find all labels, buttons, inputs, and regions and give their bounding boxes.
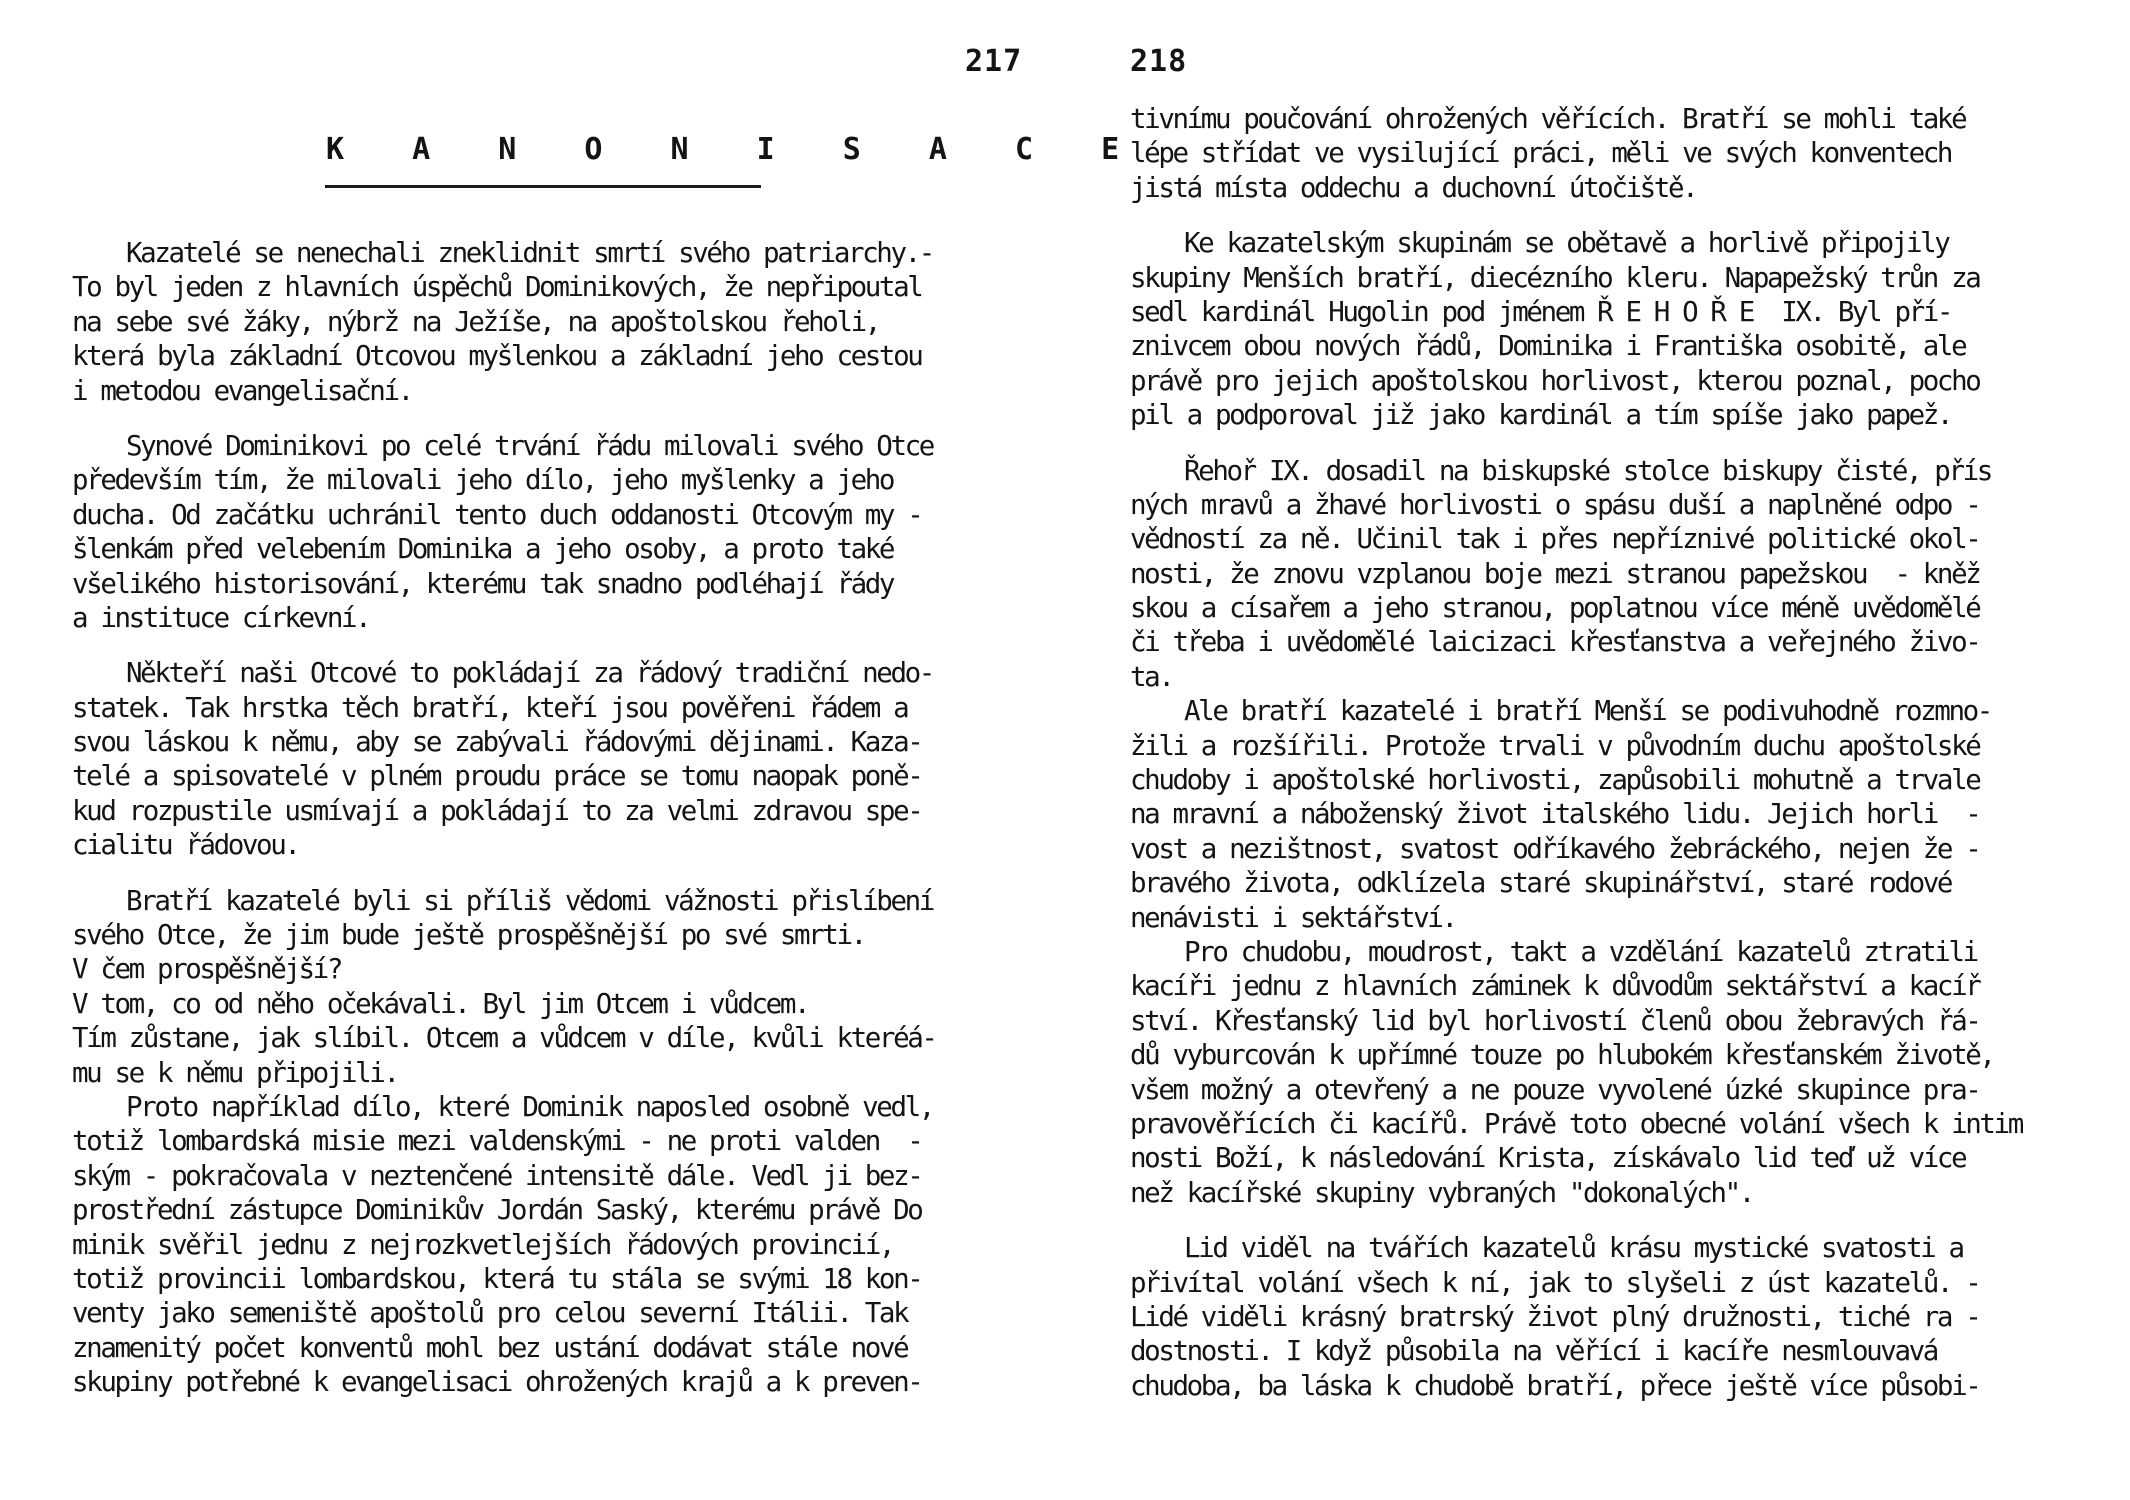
text-line: Tím zůstane, jak slíbil. Otcem a vůdcem v díle, kvůli kteréá- xyxy=(72,1022,936,1055)
text-line: chudoby i apoštolské horlivosti, zapůsobili mohutně a trvale xyxy=(1130,764,1980,797)
text-line: skou a císařem a jeho stranou, poplatnou více méně uvědomělé xyxy=(1130,592,1980,625)
text-line: či třeba i uvědomělé laicizaci křesťanstva a veřejného živo- xyxy=(1130,626,1980,659)
text-line: na mravní a náboženský život italského lidu. Jejich horli - xyxy=(1130,798,1980,831)
text-line: Ale bratří kazatelé i bratří Menší se podivuhodně rozmno- xyxy=(1184,695,1991,728)
text-line: bravého života, odklízela staré skupinářství, staré rodové xyxy=(1130,867,1952,900)
text-line: Pro chudobu, moudrost, takt a vzdělání kazatelů ztratili xyxy=(1184,935,1977,968)
text-line: Synové Dominikovi po celé trvání řádu milovali svého Otce xyxy=(126,429,933,462)
text-line: sedl kardinál Hugolin pod jménem Ř E H O Ř E IX. Byl pří- xyxy=(1130,295,1952,328)
text-line: totiž lombardská misie mezi valdenskými - ne proti valden - xyxy=(72,1125,922,1158)
text-line: žili a rozšířili. Protože trvali v původním duchu apoštolské xyxy=(1130,729,1980,762)
text-line: nenávisti i sektářství. xyxy=(1130,901,1456,934)
text-line: znivcem obou nových řádů, Dominika i Františka osobitě, ale xyxy=(1130,330,1966,363)
text-line: tivnímu poučování ohrožených věřících. Bratří se mohli také xyxy=(1130,103,1966,135)
paragraph-gap xyxy=(72,635,1022,656)
text-line: Ke kazatelským skupinám se obětavě a horlivě připojily xyxy=(1184,227,1949,260)
text-line: ským - pokračovala v neztenčené intensitě dále. Vedl ji bez- xyxy=(72,1159,922,1192)
text-line: V tom, co od něho očekávali. Byl jim Otcem i vůdcem. xyxy=(72,987,809,1020)
left-page-text xyxy=(72,236,1022,1400)
page-number-left: 217 xyxy=(965,44,1023,79)
text-line: Proto například dílo, které Dominik naposled osobně vedl, xyxy=(126,1090,933,1123)
text-line: a instituce církevní. xyxy=(72,601,370,634)
text-line: vost a nezištnost, svatost odříkavého žebráckého, nejen že - xyxy=(1130,832,1980,865)
text-line: chudoba, ba láska k chudobě bratří, přece ještě více působi- xyxy=(1130,1369,1980,1402)
text-line: znamenitý počet konventů mohl bez ustání dodávat stále nové xyxy=(72,1331,908,1364)
text-line: mu se k němu připojili. xyxy=(72,1056,398,1089)
text-line: telé a spisovatelé v plném proudu práce se tomu naopak poně- xyxy=(72,760,922,793)
text-line: která byla základní Otcovou myšlenkou a základní jeho cestou xyxy=(72,340,922,373)
text-line: Někteří naši Otcové to pokládají za řádový tradiční nedo- xyxy=(126,657,933,690)
text-line: Lid viděl na tvářích kazatelů krásu mystické svatosti a xyxy=(1184,1232,1963,1265)
chapter-title: K A N O N I S A C E xyxy=(326,132,1145,167)
text-line: ta. xyxy=(1130,660,1173,693)
text-line: lépe střídat ve vysilující práci, měli ve svých konventech xyxy=(1130,137,1952,170)
text-line: přivítal volání všech k ní, jak to slyšeli z úst kazatelů. - xyxy=(1130,1266,1980,1299)
text-line: V čem prospěšnější? xyxy=(72,953,341,986)
text-line: šlenkám před velebením Dominika a jeho osoby, a proto také xyxy=(72,533,894,566)
page-number-right: 218 xyxy=(1130,44,1188,79)
title-underline xyxy=(325,185,761,188)
text-line: pil a podporoval již jako kardinál a tím spíše jako papež. xyxy=(1130,399,1952,432)
text-line: minik svěřil jednu z nejrozkvetlejších řádových provincií, xyxy=(72,1228,894,1261)
text-line: pravověřících či kacířů. Právě toto obecné volání všech k intim xyxy=(1130,1107,2022,1140)
text-line: všem možný a otevřený a ne pouze vyvolené úzké skupince pra- xyxy=(1130,1073,1980,1106)
text-line: Kazatelé se nenechali zneklidnit smrtí svého patriarchy.- xyxy=(126,237,933,269)
text-line: ství. Křesťanský lid byl horlivostí členů obou žebravých řá- xyxy=(1130,1004,1980,1037)
text-line: ducha. Od začátku uchránil tento duch oddanosti Otcovým my - xyxy=(72,498,922,531)
paragraph-gap xyxy=(1130,1210,2085,1231)
text-line: vědností za ně. Učinil tak i přes nepříznivé politické okol- xyxy=(1130,523,1980,556)
text-line: venty jako semeniště apoštolů pro celou severní Itálii. Tak xyxy=(72,1297,908,1330)
text-line: kacíři jednu z hlavních záminek k důvodům sektářství a kacíř xyxy=(1130,970,1980,1003)
text-line: To byl jeden z hlavních úspěchů Dominikových, že nepřipoutal xyxy=(72,271,922,304)
text-line: než kacířské skupiny vybraných "dokonalých". xyxy=(1130,1176,1753,1209)
paragraph-gap xyxy=(1130,433,2085,454)
text-line: Lidé viděli krásný bratrský život plný družnosti, tiché ra - xyxy=(1130,1300,1980,1333)
text-line: ných mravů a žhavé horlivosti o spásu duší a naplněné odpo - xyxy=(1130,488,1980,521)
text-line: Bratří kazatelé byli si příliš vědomi vážnosti přislíbení xyxy=(126,884,933,917)
paragraph-gap xyxy=(72,863,1022,884)
text-line: jistá místa oddechu a duchovní útočiště. xyxy=(1130,171,1697,204)
right-page xyxy=(1065,0,2130,1500)
text-line: právě pro jejich apoštolskou horlivost, kterou poznal, pocho xyxy=(1130,364,1980,397)
paragraph-gap xyxy=(1130,205,2085,226)
text-line: statek. Tak hrstka těch bratří, kteří jsou pověřeni řádem a xyxy=(72,691,908,724)
text-line: dů vyburcován k upřímné touze po hlubokém křesťanském životě, xyxy=(1130,1039,1994,1072)
text-line: na sebe své žáky, nýbrž na Ježíše, na apoštolskou řeholi, xyxy=(72,305,879,338)
text-line: kud rozpustile usmívají a pokládají to za velmi zdravou spe- xyxy=(72,794,922,827)
text-line: nosti Boží, k následování Krista, získávalo lid teď už více xyxy=(1130,1142,1966,1175)
text-line: všelikého historisování, kterému tak snadno podléhají řády xyxy=(72,567,894,600)
text-line: skupiny Menších bratří, diecézního kleru. Napapežský trůn za xyxy=(1130,261,1980,294)
text-line: totiž provincii lombardskou, která tu stála se svými 18 kon- xyxy=(72,1262,922,1295)
text-line: i metodou evangelisační. xyxy=(72,374,412,407)
text-line: prostřední zástupce Dominikův Jordán Saský, kterému právě Do xyxy=(72,1194,922,1227)
text-line: především tím, že milovali jeho dílo, jeho myšlenky a jeho xyxy=(72,464,894,497)
right-page-text xyxy=(1130,102,2085,1403)
text-line: svého Otce, že jim bude ještě prospěšnější po své smrti. xyxy=(72,919,865,952)
text-line: dostnosti. I když působila na věřící i kacíře nesmlouvavá xyxy=(1130,1335,1937,1368)
text-line: nosti, že znovu vzplanou boje mezi stranou papežskou - kněž xyxy=(1130,557,1980,590)
paragraph-gap xyxy=(72,408,1022,429)
text-line: cialitu řádovou. xyxy=(72,829,299,862)
text-line: skupiny potřebné k evangelisaci ohrožených krajů a k preven- xyxy=(72,1366,922,1399)
text-line: Řehoř IX. dosadil na biskupské stolce biskupy čisté, přís xyxy=(1184,454,1991,487)
text-line: svou láskou k němu, aby se zabývali řádovými dějinami. Kaza- xyxy=(72,726,922,759)
